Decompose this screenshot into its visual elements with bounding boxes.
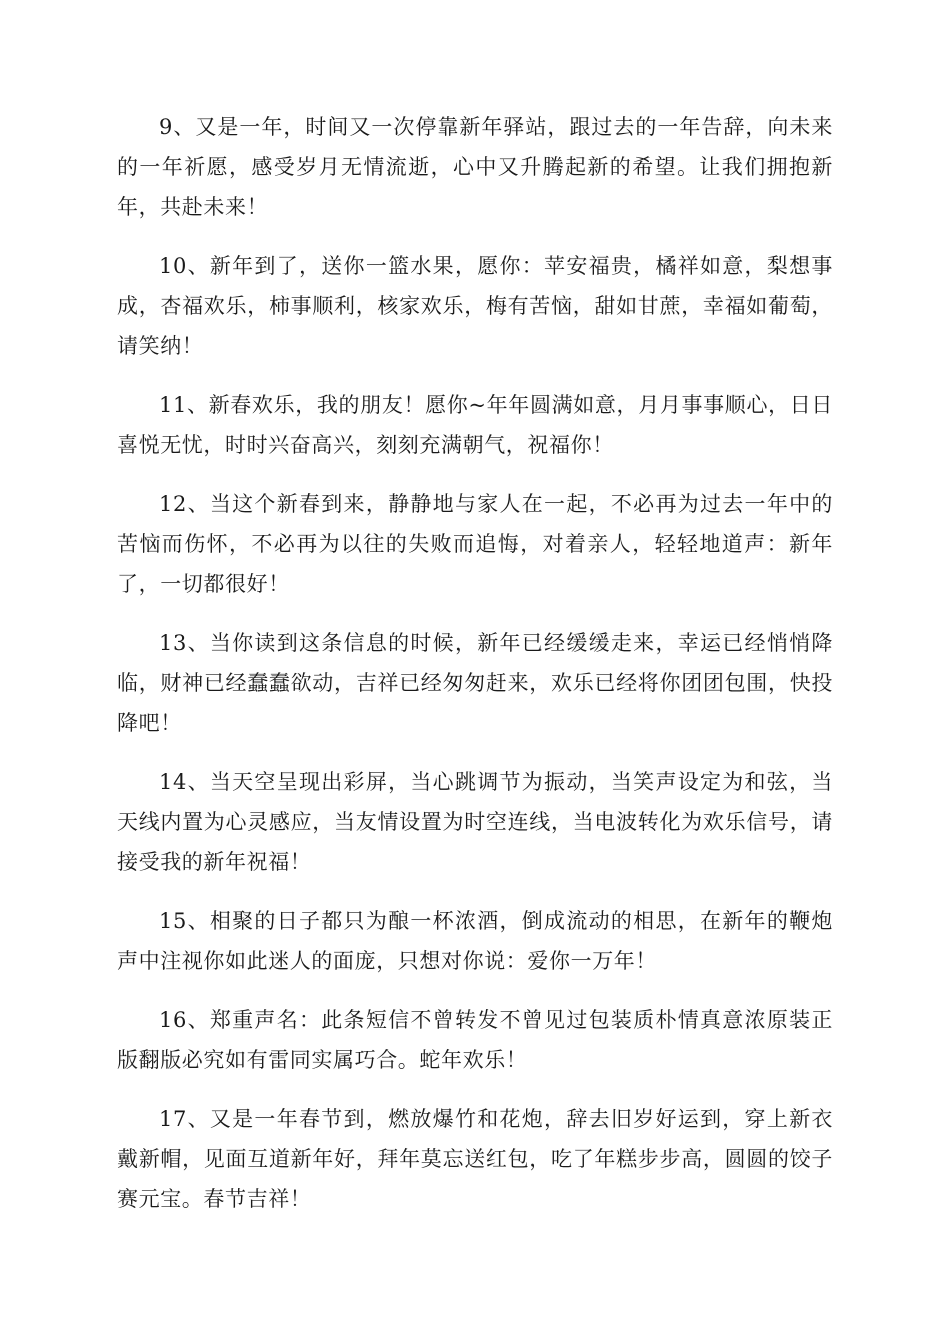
paragraph-10: 10、新年到了，送你一篮水果，愿你：苹安福贵，橘祥如意，梨想事成，杏福欢乐，柿事顺利，核家欢乐，梅有苦恼，甜如甘蔗，幸福如葡萄，请笑纳！: [117, 254, 833, 358]
paragraph-12: 12、当这个新春到来，静静地与家人在一起，不必再为过去一年中的苦恼而伤怀，不必再为以往的失败而追悔，对着亲人，轻轻地道声：新年了，一切都很好！: [117, 492, 833, 596]
paragraph-14: 14、当天空呈现出彩屏，当心跳调节为振动，当笑声设定为和弦，当天线内置为心灵感应，当友情设置为时空连线，当电波转化为欢乐信号，请接受我的新年祝福！: [117, 770, 833, 874]
document-body: [117, 107, 833, 1238]
paragraph-9: 9、又是一年，时间又一次停靠新年驿站，跟过去的一年告辞，向未来的一年祈愿，感受岁月无情流逝，心中又升腾起新的希望。让我们拥抱新年，共赴未来！: [117, 115, 833, 219]
paragraph-17: 17、又是一年春节到，燃放爆竹和花炮，辞去旧岁好运到，穿上新衣戴新帽，见面互道新年好，拜年莫忘送红包，吃了年糕步步高，圆圆的饺子赛元宝。春节吉祥！: [117, 1107, 833, 1211]
paragraph-11: 11、新春欢乐，我的朋友！愿你~年年圆满如意，月月事事顺心，日日喜悦无忧，时时兴奋高兴，刻刻充满朝气，祝福你！: [117, 393, 833, 457]
paragraph-16: 16、郑重声名：此条短信不曾转发不曾见过包装质朴情真意浓原装正版翻版必究如有雷同实属巧合。蛇年欢乐！: [117, 1008, 833, 1072]
paragraph-15: 15、相聚的日子都只为酿一杯浓酒，倒成流动的相思，在新年的鞭炮声中注视你如此迷人的面庞，只想对你说：爱你一万年！: [117, 909, 833, 973]
paragraph-13: 13、当你读到这条信息的时候，新年已经缓缓走来，幸运已经悄悄降临，财神已经蠢蠢欲动，吉祥已经匆匆赶来，欢乐已经将你团团包围，快投降吧！: [117, 631, 833, 735]
